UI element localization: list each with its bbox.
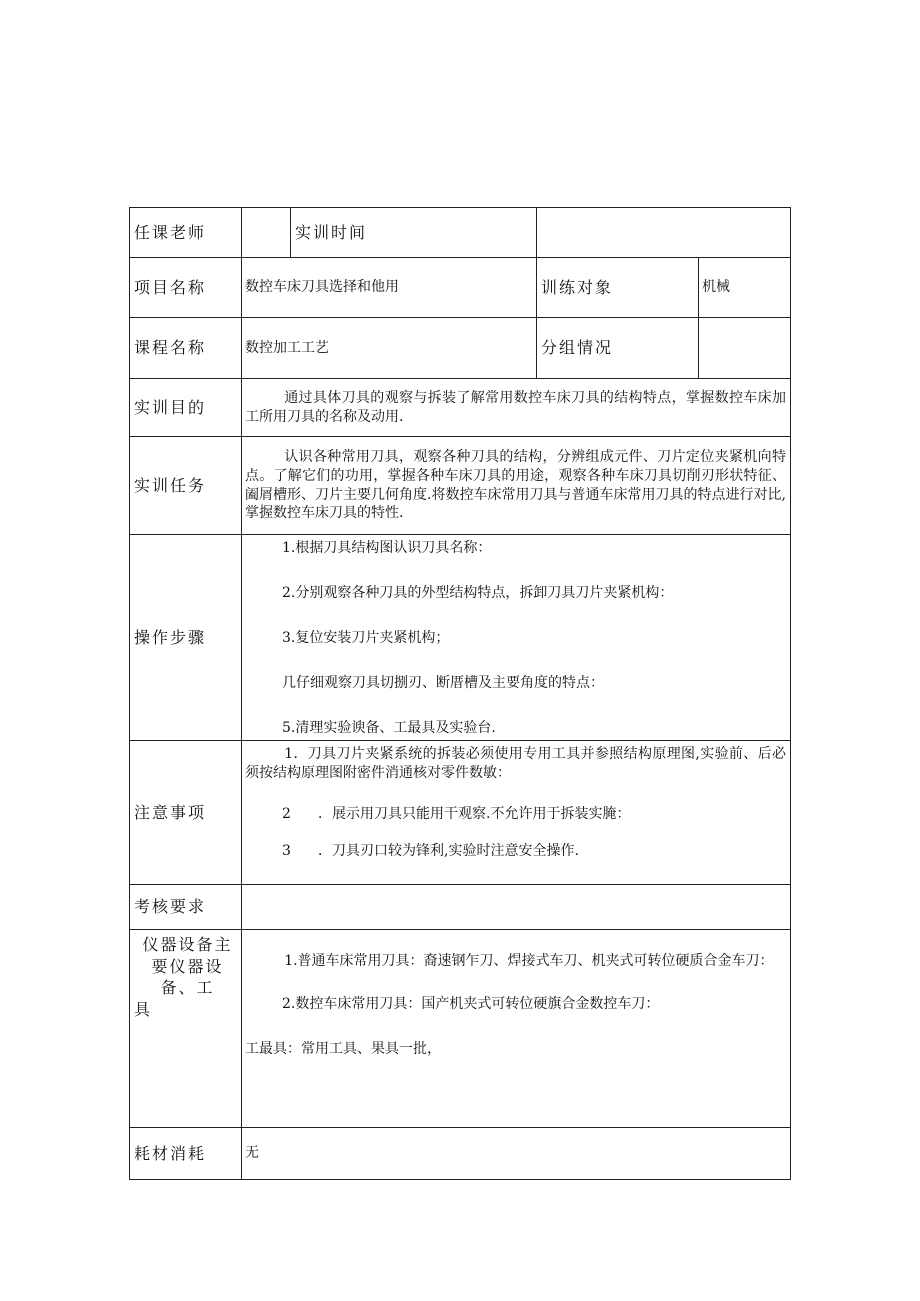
row-consumables xyxy=(130,1128,791,1180)
note-item-2 xyxy=(242,805,790,824)
row-notes xyxy=(130,741,791,885)
row-project xyxy=(130,258,791,318)
note-item-1: 1．刀具刀片夹紧系统的拆装必须使用专用工具并参照结构原理图,实验前、后必须按结构原理图附密件消通核对零件数敏： xyxy=(245,746,786,781)
assessment-label: 考核要求 xyxy=(130,885,242,930)
target-label: 训练对象 xyxy=(537,258,699,318)
training-record-table xyxy=(129,207,791,1180)
row-equipment xyxy=(130,930,791,1128)
course-value: 数控加工工艺 xyxy=(242,318,537,379)
row-task xyxy=(130,437,791,535)
step-item-2: 2.分别观察各种刀具的外型结构特点，拆卸刀具刀片夹紧机构： xyxy=(282,584,674,601)
row-purpose xyxy=(130,379,791,437)
target-value: 机械 xyxy=(699,258,791,318)
step-item-5: 5.清理实验谀备、工最具及实验台. xyxy=(282,719,496,736)
steps-label: 操作步骤 xyxy=(130,535,242,741)
row-course xyxy=(130,318,791,379)
row-teacher xyxy=(130,208,791,258)
time-label: 实训时间 xyxy=(291,208,537,258)
assessment-value xyxy=(242,885,791,930)
step-item-4: 几仔细观察刀具切捌刃、断厝槽及主要角度的特点： xyxy=(282,674,604,691)
task-text: 认识各种常用刀具，观察各种刀具的结构，分辨组成元件、刀片定位夹紧机向特点。了解它们的功用，掌握各种车床刀具的用途，观察各种车床刀具切削刃形状特征、阖屑槽形、刀片主要几何角度.将数控车床常用刀具与普通车床常用刀具的特点进行对比,掌握数控车床刀具的特性. xyxy=(245,448,786,522)
purpose-label: 实训目的 xyxy=(130,379,242,437)
equipment-item-2: 2.数控车床常用刀具：国产机夹式可转位硬旗合金数控车刀： xyxy=(282,995,660,1012)
consumables-value: 无 xyxy=(242,1128,791,1180)
purpose-text: 通过具体刀具的观察与拆装了解常用数控车床刀具的结构特点，掌握数控车床加工所用刀具的名称及动用. xyxy=(245,389,786,425)
project-label: 项目名称 xyxy=(130,258,242,318)
row-steps xyxy=(130,535,791,741)
step-item-3: 3.复位安装刀片夹紧机构； xyxy=(282,629,450,646)
equipment-label-line2: 要仪器设 xyxy=(151,956,224,976)
step-item-1: 1.根据刀具结构图认识刀具名称： xyxy=(282,540,492,556)
group-value xyxy=(699,318,791,379)
course-label: 课程名称 xyxy=(130,318,242,379)
group-label: 分组情况 xyxy=(537,318,699,379)
teacher-label: 任课老师 xyxy=(130,208,242,258)
consumables-label: 耗材消耗 xyxy=(130,1128,242,1180)
note-item-3-text: ．刀具刃口较为锋利,实验时注意安全操作. xyxy=(318,842,579,859)
equipment-label xyxy=(130,930,242,1128)
equipment-label-line1: 仪器设备主 xyxy=(142,935,233,954)
equipment-item-3: 工最具：常用工具、果具一批， xyxy=(245,1040,441,1057)
note-item-2-text: ．展示用刀具只能用干观察.不允许用于拆装实腌： xyxy=(318,805,631,822)
task-label: 实训任务 xyxy=(130,437,242,535)
project-value: 数控车床刀具选择和他用 xyxy=(242,258,537,318)
notes-label: 注意事项 xyxy=(130,741,242,885)
note-item-3 xyxy=(242,842,790,861)
time-value xyxy=(537,208,791,258)
equipment-label-line4: 具 xyxy=(134,999,153,1019)
teacher-value xyxy=(242,208,291,258)
row-assessment xyxy=(130,885,791,930)
equipment-item-1: 1.普通车床常用刀具：裔速钢乍刀、焊接式车刀、机夹式可转位硬质合金车刀： xyxy=(284,953,774,969)
note-item-2-number: 2 xyxy=(282,805,291,822)
note-item-3-number: 3 xyxy=(282,842,291,859)
equipment-label-line3: 备、工 xyxy=(160,978,215,998)
